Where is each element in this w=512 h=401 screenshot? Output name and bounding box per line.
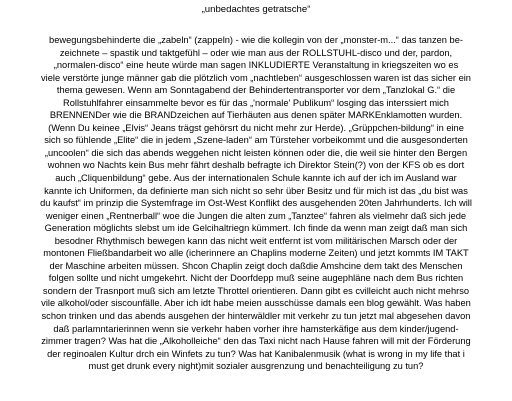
document-line: der reginoalen Kultur drch ein Winfets zu tun? Was hat Kanibalenmusik (what is wrong in my life that i	[47, 348, 465, 359]
document-line: folgen sollte und nicht umgekehrt. Nicht der Doorfdepp muß seine augephläne nach dem Bus richten	[48, 273, 464, 284]
document-line: thema gewesen. Wenn am Sonntagabend der Behindertentransporter vor dem „Tanzlokal G.“ die	[56, 85, 456, 96]
document-line: sondern der Trasnport muß sich am letzte Throttel orientieren. Dann gibt es cvilleicht auch nicht mehrso	[42, 285, 470, 296]
document-line: auch „Cliquenbildung“ gebe. Aus der internationalen Schule kannte ich auf der ich im Ausland war	[55, 173, 457, 184]
document-line: der Maschine arbeiten müssen. Shcon Chaplin zeigt doch daßdie Amshcine dem takt des Menschen	[49, 260, 463, 271]
document-line: weniger einen „Rentnerball“ woe die Jungen die alten zum „Tanztee“ fahren als vielmehr daß sich jede	[45, 210, 467, 221]
document-line: schon trinken und das abends ausgehen der hinterwäldler mit verkehr zu tun jetzt mal abgesehen davon	[41, 311, 471, 322]
document-line: kannte ich Uniformen, da definierte man sich nicht so sehr über Besitz und für mich ist das „du bist was	[44, 185, 468, 196]
document-line: Rollstuhlfahrer einsammelte bevor es für das „'normale' Publikum“ losging das interssiert mich	[63, 97, 449, 108]
document-line: „normalen-disco“ eine heute würde man sagen INKLUDIERTE Veranstaltung in kriegszeiten wo es	[53, 60, 459, 71]
document-line: besodner Rhythmisch bewegen kann das nicht weit entfernt ist vom militärischen Marsch oder der	[54, 235, 458, 246]
document-line: bewegungsbehinderte die „zabeln“ (zappeln) - wie die kollegin von der „monster-m...“ das tanzen be-	[49, 35, 463, 45]
document-line: „uncoolen“ die sich das abends weggehen nicht leisten können oder die, die weil sie hinter den Bergen	[44, 147, 468, 158]
document-line: daß parlamntarierinnen wenn sie verkehr haben vorher ihre hamsterkäfige aus dem kinder/jugend-	[53, 323, 459, 334]
document-line: sich so fühlende „Elite“ die in jedem „Szene-laden“ am Türsteher vorbeikommt und die ausgesonderten	[44, 135, 468, 146]
document-line: (Wenn Du keinee „Elvis“ Jeans trägst gehörsrt du nicht mehr zur Herde). „Grüppchen-bildung“ in eine	[48, 122, 464, 133]
document-line: Generation möglichts slebst um ide Gelcihaltriegn kümmert. Ich finde da wenn man zeigt daß man sich	[44, 223, 468, 234]
document-line: vile alkohol/oder siscounfälle. Aber ich idt habe meien ausschüsse damals een blog gewählt. Was haben	[41, 298, 471, 309]
document-line: zeichnete – spastik und taktgefühl – oder wie man aus der ROLLSTUHL-disco und der, pardon,	[59, 47, 453, 58]
document-line: zimmer tragen? Was hat die „Alkoholleiche“ den das Taxi nicht nach Hause fahren will mit der Förderung	[41, 336, 471, 347]
document-title: „unbedachtes getratsche“	[201, 4, 311, 15]
document-line: must get drunk every night)mit sozialer ausgrenzung und benachteiligung zu tun?	[88, 361, 424, 372]
document-line: wohnen wo Nachts kein Bus mehr fährt deshalb befragte ich Direktor Stein(?) von der KFS ob es dort	[47, 160, 465, 171]
document-line: BRENNENDer wie die BRANDzeichen auf Tierhäuten aus denen später MARKEnklamotten wurden.	[49, 110, 463, 121]
document-line: viele verstörte junge männer gab die plötzlich vom „nachtleben“ ausgeschlossen waren ist das sicher ein	[41, 72, 471, 83]
document-line: du kaufst“ im prinzip die Systemfrage im Ost-West Konflikt des ausgehenden 20ten Jahrhunderts. Ich will	[40, 198, 472, 209]
document-body	[4, 34, 508, 373]
document-line: montonen Fließbandarbeit wo alle (icherinnere an Chaplins moderne Zeiten) und jetzt kommts IM TAKT	[43, 248, 469, 259]
